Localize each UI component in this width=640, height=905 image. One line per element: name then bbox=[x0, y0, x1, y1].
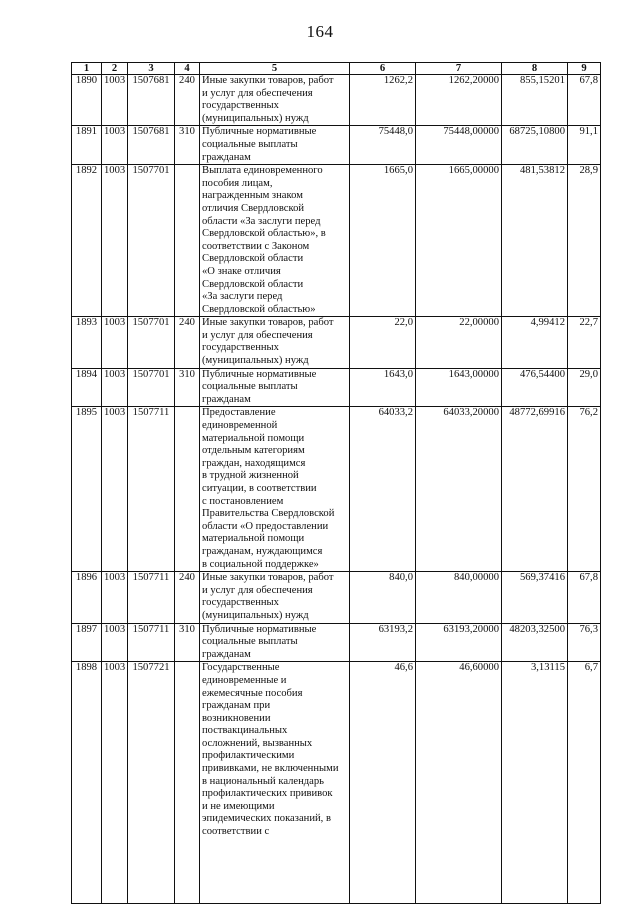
budget-table bbox=[71, 62, 601, 904]
item-name-line: возникновении bbox=[202, 712, 271, 724]
header-row bbox=[72, 63, 601, 75]
value-col6-cell: 840,0 bbox=[350, 572, 416, 623]
table-row bbox=[72, 75, 601, 126]
table-row bbox=[72, 317, 601, 368]
value-col8-cell: 68725,10800 bbox=[502, 126, 568, 165]
item-name-line: «За заслуги перед bbox=[202, 291, 283, 303]
item-name-line: области «О предоставлении bbox=[202, 520, 329, 532]
row-number-cell: 1894 bbox=[72, 368, 102, 407]
value-col6-cell: 1643,0 bbox=[350, 368, 416, 407]
section-code-cell: 1003 bbox=[102, 662, 128, 904]
section-code-cell: 1003 bbox=[102, 75, 128, 126]
item-name-cell bbox=[200, 407, 350, 572]
item-name-line: и не имеющими bbox=[202, 800, 275, 812]
table-row bbox=[72, 126, 601, 165]
value-col8-cell: 4,99412 bbox=[502, 317, 568, 368]
section-code-cell: 1003 bbox=[102, 623, 128, 662]
item-name-line: Публичные нормативные bbox=[202, 368, 317, 380]
item-name-line: Публичные нормативные bbox=[202, 623, 317, 635]
item-name-line: награжденным знаком bbox=[202, 190, 303, 202]
table-row bbox=[72, 407, 601, 572]
item-name-line: Публичные нормативные bbox=[202, 126, 317, 138]
row-number-cell: 1893 bbox=[72, 317, 102, 368]
item-name-line: и услуг для обеспечения bbox=[202, 584, 313, 596]
item-name-line: поствакцинальных bbox=[202, 725, 288, 737]
item-name-line: в национальный календарь bbox=[202, 775, 325, 787]
expense-type-cell bbox=[175, 407, 200, 572]
table-row bbox=[72, 662, 601, 904]
value-col9-cell: 28,9 bbox=[568, 165, 601, 317]
row-number-cell: 1895 bbox=[72, 407, 102, 572]
value-col6-cell: 1262,2 bbox=[350, 75, 416, 126]
item-name-line: осложнений, вызванных bbox=[202, 737, 313, 749]
value-col9-cell: 76,2 bbox=[568, 407, 601, 572]
item-name-line: граждан, находящимся bbox=[202, 457, 306, 469]
table-row bbox=[72, 572, 601, 623]
item-name-line: прививками, не включенными bbox=[202, 763, 339, 775]
item-name-line: гражданам bbox=[202, 151, 251, 163]
header-cell: 6 bbox=[350, 63, 416, 75]
expense-type-cell: 310 bbox=[175, 623, 200, 662]
value-col7-cell: 63193,20000 bbox=[416, 623, 502, 662]
value-col8-cell: 569,37416 bbox=[502, 572, 568, 623]
item-name-line: Свердловской области bbox=[202, 253, 304, 265]
expense-type-cell bbox=[175, 165, 200, 317]
item-name-line: государственных bbox=[202, 597, 279, 609]
section-code-cell: 1003 bbox=[102, 317, 128, 368]
expense-type-cell: 310 bbox=[175, 126, 200, 165]
item-name-line: эпидемических показаний, в bbox=[202, 813, 331, 825]
header-cell: 5 bbox=[200, 63, 350, 75]
item-name-line: Предоставление bbox=[202, 407, 276, 419]
item-name-line: области «За заслуги перед bbox=[202, 215, 321, 227]
item-name-cell bbox=[200, 75, 350, 126]
item-name-line: (муниципальных) нужд bbox=[202, 355, 309, 367]
item-name-line: (муниципальных) нужд bbox=[202, 609, 309, 621]
target-article-cell: 1507711 bbox=[128, 623, 175, 662]
section-code-cell: 1003 bbox=[102, 407, 128, 572]
item-name-line: гражданам bbox=[202, 393, 251, 405]
item-name-cell bbox=[200, 368, 350, 407]
target-article-cell: 1507681 bbox=[128, 75, 175, 126]
row-number-cell: 1890 bbox=[72, 75, 102, 126]
item-name-line: Свердловской областью», в bbox=[202, 228, 326, 240]
item-name-line: единовременной bbox=[202, 420, 278, 432]
row-number-cell: 1896 bbox=[72, 572, 102, 623]
item-name-line: и услуг для обеспечения bbox=[202, 87, 313, 99]
section-code-cell: 1003 bbox=[102, 368, 128, 407]
item-name-line: Выплата единовременного bbox=[202, 165, 323, 177]
header-cell: 2 bbox=[102, 63, 128, 75]
target-article-cell: 1507681 bbox=[128, 126, 175, 165]
item-name-cell bbox=[200, 662, 350, 904]
value-col6-cell: 22,0 bbox=[350, 317, 416, 368]
value-col6-cell: 75448,0 bbox=[350, 126, 416, 165]
value-col8-cell: 855,15201 bbox=[502, 75, 568, 126]
value-col7-cell: 46,60000 bbox=[416, 662, 502, 904]
item-name-line: Свердловской области bbox=[202, 278, 304, 290]
table-row bbox=[72, 165, 601, 317]
item-name-line: гражданам при bbox=[202, 700, 271, 712]
item-name-line: единовременные и bbox=[202, 674, 287, 686]
value-col9-cell: 76,3 bbox=[568, 623, 601, 662]
item-name-cell bbox=[200, 623, 350, 662]
value-col7-cell: 1262,20000 bbox=[416, 75, 502, 126]
item-name-line: Правительства Свердловской bbox=[202, 508, 335, 520]
value-col7-cell: 1665,00000 bbox=[416, 165, 502, 317]
item-name-line: ежемесячные пособия bbox=[202, 687, 303, 699]
table-row bbox=[72, 368, 601, 407]
item-name-line: соответствии с Законом bbox=[202, 240, 310, 252]
row-number-cell: 1898 bbox=[72, 662, 102, 904]
header-cell: 7 bbox=[416, 63, 502, 75]
header-cell: 1 bbox=[72, 63, 102, 75]
section-code-cell: 1003 bbox=[102, 126, 128, 165]
value-col9-cell: 67,8 bbox=[568, 75, 601, 126]
row-number-cell: 1891 bbox=[72, 126, 102, 165]
item-name-cell bbox=[200, 572, 350, 623]
page-number: 164 bbox=[306, 22, 334, 41]
value-col6-cell: 46,6 bbox=[350, 662, 416, 904]
target-article-cell: 1507711 bbox=[128, 572, 175, 623]
item-name-cell bbox=[200, 317, 350, 368]
item-name-line: пособия лицам, bbox=[202, 177, 273, 189]
item-name-line: (муниципальных) нужд bbox=[202, 112, 309, 124]
value-col7-cell: 840,00000 bbox=[416, 572, 502, 623]
value-col8-cell: 481,53812 bbox=[502, 165, 568, 317]
expense-type-cell: 310 bbox=[175, 368, 200, 407]
item-name-line: гражданам bbox=[202, 648, 251, 660]
value-col8-cell: 48772,69916 bbox=[502, 407, 568, 572]
value-col7-cell: 64033,20000 bbox=[416, 407, 502, 572]
item-name-line: социальные выплаты bbox=[202, 636, 298, 648]
value-col6-cell: 63193,2 bbox=[350, 623, 416, 662]
item-name-line: Иные закупки товаров, работ bbox=[202, 75, 334, 86]
item-name-line: социальные выплаты bbox=[202, 138, 298, 150]
item-name-line: отдельным категориям bbox=[202, 445, 305, 457]
section-code-cell: 1003 bbox=[102, 572, 128, 623]
header-cell: 8 bbox=[502, 63, 568, 75]
item-name-line: отличия Свердловской bbox=[202, 202, 305, 214]
item-name-line: социальные выплаты bbox=[202, 381, 298, 393]
value-col9-cell: 29,0 bbox=[568, 368, 601, 407]
expense-type-cell: 240 bbox=[175, 75, 200, 126]
item-name-line: Государственные bbox=[202, 662, 280, 674]
item-name-line: в социальной поддержке» bbox=[202, 558, 319, 570]
expense-type-cell: 240 bbox=[175, 572, 200, 623]
item-name-line: материальной помощи bbox=[202, 432, 305, 444]
target-article-cell: 1507701 bbox=[128, 317, 175, 368]
table-row bbox=[72, 623, 601, 662]
item-name-cell bbox=[200, 126, 350, 165]
row-number-cell: 1897 bbox=[72, 623, 102, 662]
item-name-line: материальной помощи bbox=[202, 533, 305, 545]
item-name-cell bbox=[200, 165, 350, 317]
header-cell: 4 bbox=[175, 63, 200, 75]
header-cell: 3 bbox=[128, 63, 175, 75]
expense-type-cell bbox=[175, 662, 200, 904]
item-name-line: соответствии с bbox=[202, 826, 270, 838]
item-name-line: Свердловской областью» bbox=[202, 303, 316, 315]
item-name-line: «О знаке отличия bbox=[202, 265, 281, 277]
value-col9-cell: 22,7 bbox=[568, 317, 601, 368]
value-col8-cell: 476,54400 bbox=[502, 368, 568, 407]
value-col8-cell: 3,13115 bbox=[502, 662, 568, 904]
value-col6-cell: 64033,2 bbox=[350, 407, 416, 572]
item-name-line: профилактических прививок bbox=[202, 788, 333, 800]
value-col9-cell: 91,1 bbox=[568, 126, 601, 165]
row-number-cell: 1892 bbox=[72, 165, 102, 317]
target-article-cell: 1507701 bbox=[128, 368, 175, 407]
item-name-line: с постановлением bbox=[202, 495, 284, 507]
target-article-cell: 1507701 bbox=[128, 165, 175, 317]
item-name-line: и услуг для обеспечения bbox=[202, 329, 313, 341]
item-name-line: ситуации, в соответствии bbox=[202, 483, 317, 494]
value-col9-cell: 67,8 bbox=[568, 572, 601, 623]
item-name-line: Иные закупки товаров, работ bbox=[202, 572, 334, 584]
value-col7-cell: 1643,00000 bbox=[416, 368, 502, 407]
value-col6-cell: 1665,0 bbox=[350, 165, 416, 317]
target-article-cell: 1507721 bbox=[128, 662, 175, 904]
value-col8-cell: 48203,32500 bbox=[502, 623, 568, 662]
item-name-line: государственных bbox=[202, 100, 279, 112]
header-cell: 9 bbox=[568, 63, 601, 75]
table-body bbox=[72, 75, 601, 904]
item-name-line: гражданам, нуждающимся bbox=[202, 545, 323, 557]
item-name-line: Иные закупки товаров, работ bbox=[202, 317, 334, 329]
target-article-cell: 1507711 bbox=[128, 407, 175, 572]
value-col9-cell: 6,7 bbox=[568, 662, 601, 904]
value-col7-cell: 75448,00000 bbox=[416, 126, 502, 165]
value-col7-cell: 22,00000 bbox=[416, 317, 502, 368]
section-code-cell: 1003 bbox=[102, 165, 128, 317]
item-name-line: в трудной жизненной bbox=[202, 470, 299, 482]
item-name-line: профилактическими bbox=[202, 750, 295, 762]
expense-type-cell: 240 bbox=[175, 317, 200, 368]
item-name-line: государственных bbox=[202, 342, 279, 354]
